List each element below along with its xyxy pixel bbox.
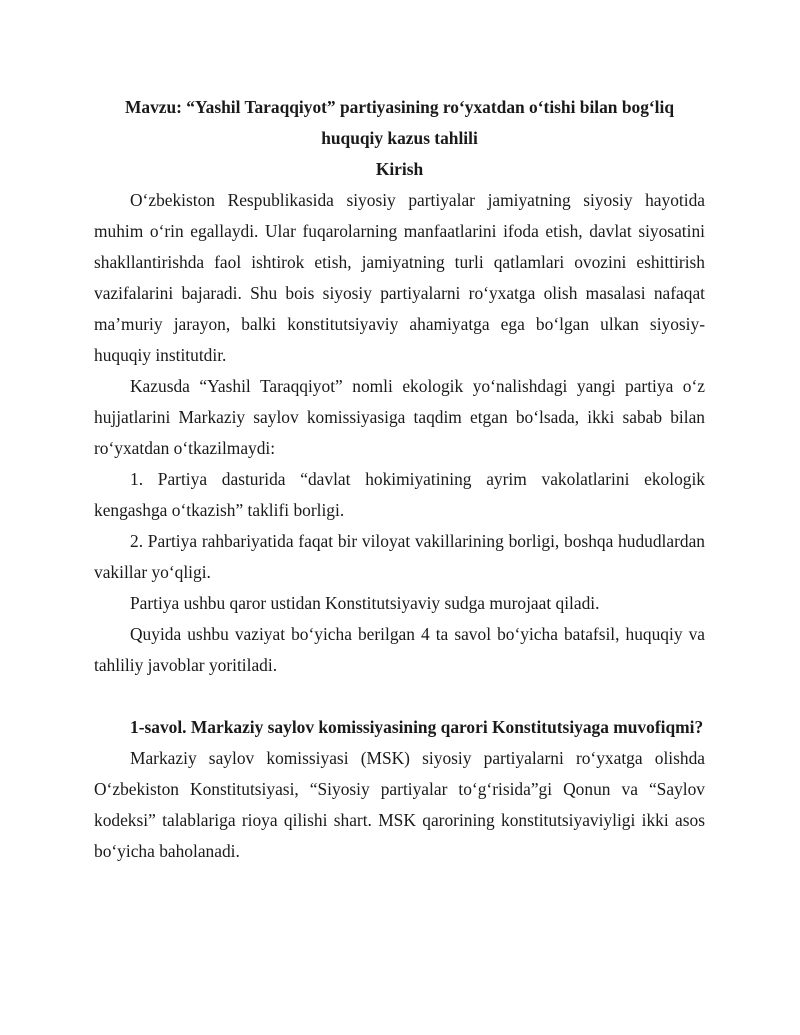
intro-paragraph: Kazusda “Yashil Taraqqiyot” nomli ekologik yoʻnalishdagi yangi partiya oʻz hujjatlarini Markaziy saylov komissiyasiga taqdim etgan boʻlsada, ikki sabab bilan roʻyxatdan oʻtkazilmaydi: [94, 376, 705, 458]
intro-paragraph: Oʻzbekiston Respublikasida siyosiy partiyalar jamiyatning siyosiy hayotida muhim oʻrin egallaydi. Ular fuqarolarning manfaatlarini ifoda etish, davlat siyosatini shakllantirishda faol ishtirok etish, jamiyatning turli qatlamlari ovozini eshittirish vazifalarini bajaradi. Shu bois siyosiy partiyalarni roʻyxatga olish masalasi nafaqat maʼmuriy jarayon, balki konstitutsiyaviy ahamiyatga ega boʻlgan ulkan siyosiy-huquqiy institutdir. [94, 190, 705, 365]
document-title: Mavzu: “Yashil Taraqqiyot” partiyasining roʻyxatdan oʻtishi bilan bogʻliq huquqiy kazus tahlili [124, 97, 675, 148]
list-item-1: 1. Partiya dasturida “davlat hokimiyatining ayrim vakolatlarini ekologik kengashga oʻtkazish” taklifi borligi. [94, 469, 705, 520]
question-1-title: 1-savol. Markaziy saylov komissiyasining qarori Konstitutsiyaga muvofiqmi? [130, 717, 704, 737]
question-1-answer: Markaziy saylov komissiyasi (MSK) siyosiy partiyalarni roʻyxatga olishda Oʻzbekiston Konstitutsiyasi, “Siyosiy partiyalar toʻgʻrisida”gi Qonun va “Saylov kodeksi” talablariga rioya qilishi shart. MSK qarorining konstitutsiyaviyligi ikki asos boʻyicha baholanadi. [94, 748, 705, 861]
intro-paragraph: Partiya ushbu qaror ustidan Konstitutsiyaviy sudga murojaat qiladi. [130, 593, 600, 613]
document-page [94, 92, 705, 867]
intro-heading: Kirish [375, 159, 424, 179]
spacer [94, 681, 705, 712]
intro-paragraph: Quyida ushbu vaziyat boʻyicha berilgan 4 ta savol boʻyicha batafsil, huquqiy va tahliliy javoblar yoritiladi. [94, 624, 705, 675]
list-item-2: 2. Partiya rahbariyatida faqat bir viloyat vakillarining borligi, boshqa hududlardan vakillar yoʻqligi. [94, 531, 705, 582]
